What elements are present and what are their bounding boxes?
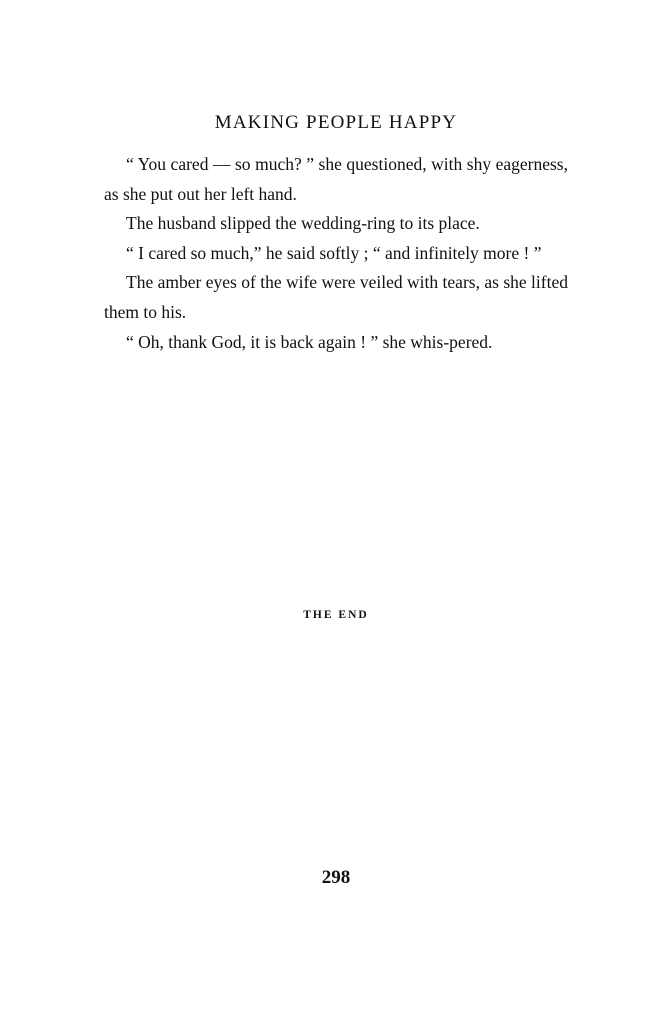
- running-head: MAKING PEOPLE HAPPY: [214, 112, 458, 133]
- paragraph: The amber eyes of the wife were veiled with tears, as she lifted them to his.: [104, 272, 568, 322]
- the-end-mark: THE END: [303, 609, 369, 621]
- paragraph: “ You cared — so much? ” she questioned, with shy eagerness, as she put out her left hand.: [104, 154, 568, 204]
- body-text: [104, 150, 568, 357]
- paragraph: “ I cared so much,” he said softly ; “ and infinitely more ! ”: [126, 242, 542, 263]
- paragraph: “ Oh, thank God, it is back again ! ” she whis-pered.: [126, 331, 493, 352]
- page-number: 298: [321, 867, 351, 888]
- paragraph: The husband slipped the wedding-ring to its place.: [126, 213, 480, 234]
